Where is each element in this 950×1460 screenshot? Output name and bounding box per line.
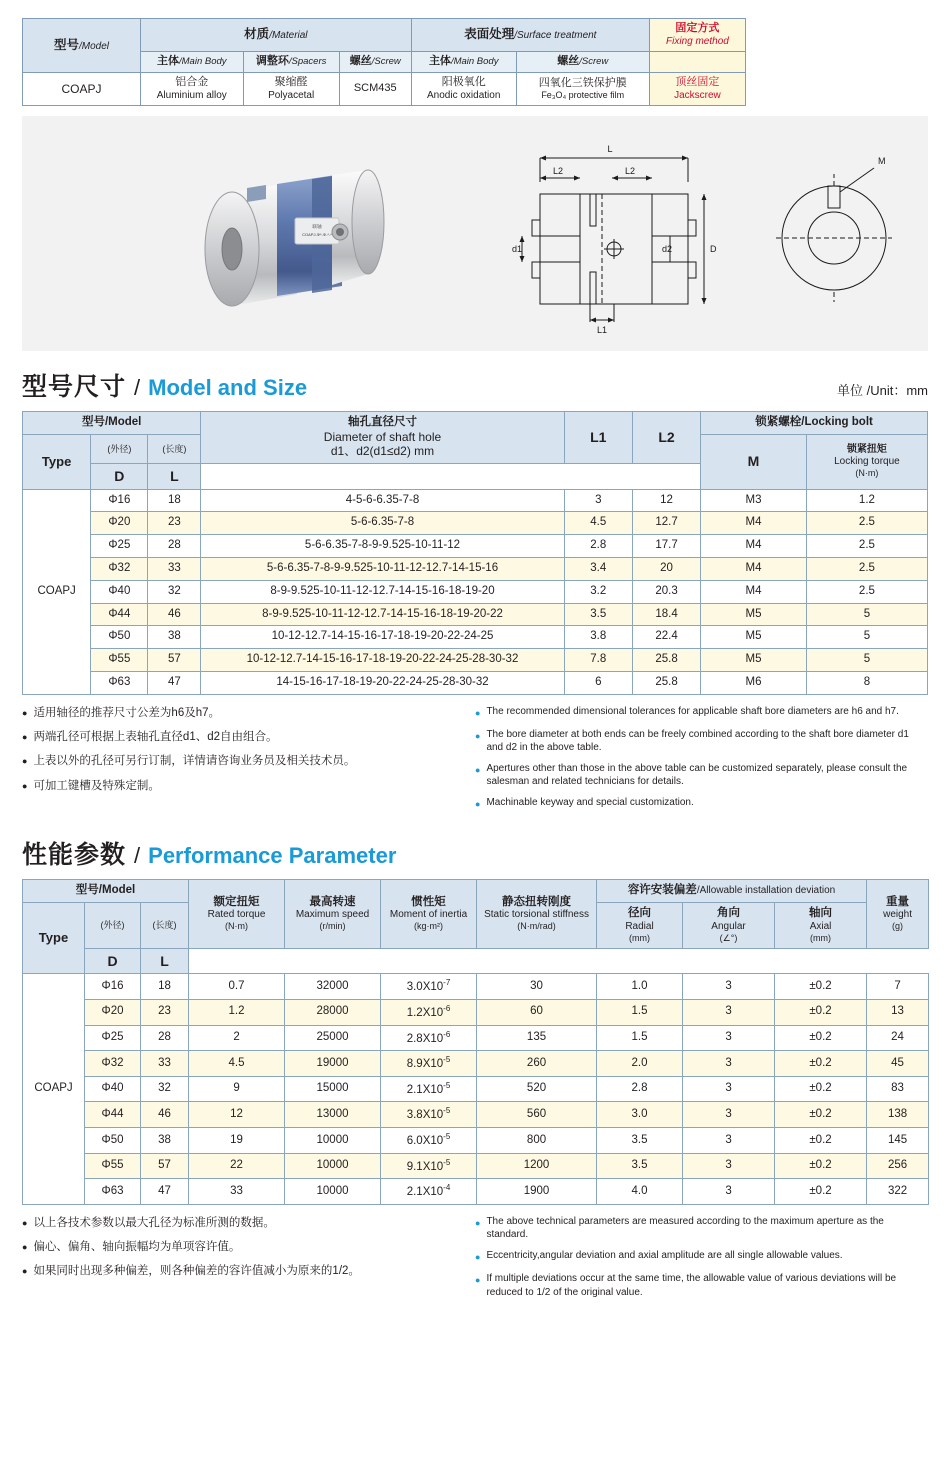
- perf-l-header: L: [141, 948, 189, 974]
- size-L1-value: 3.8: [564, 626, 632, 649]
- perf-angular-header: 角向 Angular (∠°): [683, 902, 775, 948]
- size-L1-value: 3.4: [564, 558, 632, 581]
- perf-axial-value: ±0.2: [775, 1153, 867, 1179]
- perf-d-value: Φ44: [85, 1102, 141, 1128]
- notes-section-1: [22, 705, 928, 819]
- perf-weight-value: 13: [867, 999, 929, 1025]
- perf-d-value: Φ50: [85, 1128, 141, 1154]
- perf-stiffness-value: 1900: [477, 1179, 597, 1205]
- perf-l-value: 38: [141, 1128, 189, 1154]
- perf-speed-header: 最高转速 Maximum speed (r/min): [285, 880, 381, 948]
- perf-radial-value: 1.5: [597, 999, 683, 1025]
- table-row: [23, 535, 928, 558]
- table-row: [23, 1128, 929, 1154]
- size-l-value: 38: [148, 626, 201, 649]
- size-M-value: M5: [701, 603, 807, 626]
- label-D: D: [710, 244, 717, 255]
- spec-surface-screw-subheader: 螺丝/Screw: [516, 52, 649, 73]
- size-bore-value: 10-12-12.7-14-15-16-17-18-19-20-22-24-25-28-30-32: [201, 649, 564, 672]
- perf-inertia-header: 惯性矩 Moment of inertia (kg·m²): [381, 880, 477, 948]
- spec-mainbody-value: 铝合金 Aluminium alloy: [140, 73, 243, 106]
- perf-rated-value: 9: [189, 1076, 285, 1102]
- perf-axial-value: ±0.2: [775, 1179, 867, 1205]
- size-M-value: M4: [701, 558, 807, 581]
- spec-material-header: 材质/Material: [140, 19, 411, 52]
- note-item: ● Eccentricity,angular deviation and axial amplitude are all single allowable values.: [475, 1249, 914, 1265]
- perf-inertia-value: $6.0X10^{-5}$: [381, 1128, 477, 1154]
- size-d-value: Φ20: [91, 512, 148, 535]
- perf-l-value: 33: [141, 1051, 189, 1077]
- perf-angular-value: 3: [683, 999, 775, 1025]
- size-L2-value: 25.8: [632, 672, 700, 695]
- note-item: ● 适用轴径的推荐尺寸公差为h6及h7。: [22, 705, 461, 722]
- section-title-performance: [22, 835, 928, 871]
- table-row: [23, 1153, 929, 1179]
- perf-rated-value: 1.2: [189, 999, 285, 1025]
- perf-inertia-value: $1.2X10^{-6}$: [381, 999, 477, 1025]
- size-L2-value: 12.7: [632, 512, 700, 535]
- perf-model-header: 型号/Model: [23, 880, 189, 903]
- size-L1-header: L1: [564, 412, 632, 464]
- perf-type-header: Type: [23, 902, 85, 973]
- perf-angular-value: 3: [683, 1051, 775, 1077]
- perf-inertia-value: $3.0X10^{-7}$: [381, 974, 477, 1000]
- note-item: ● Apertures other than those in the above table can be customized separately, please consult the salesman and related technicians for details.: [475, 762, 908, 788]
- table-row: [23, 1179, 929, 1205]
- size-L2-value: 20.3: [632, 580, 700, 603]
- spec-spacers-subheader: 调整环/Spacers: [243, 52, 339, 73]
- perf-weight-value: 7: [867, 974, 929, 1000]
- notes2-cn-column: [22, 1215, 475, 1306]
- size-d-value: Φ63: [91, 672, 148, 695]
- bullet-icon: ●: [22, 732, 28, 743]
- section2-title-cn: 性能参数: [22, 841, 127, 870]
- perf-l-value: 18: [141, 974, 189, 1000]
- size-M-value: M5: [701, 626, 807, 649]
- perf-angular-value: 3: [683, 1102, 775, 1128]
- size-l-sub: (长度): [148, 435, 201, 464]
- perf-d-value: Φ32: [85, 1051, 141, 1077]
- size-d-value: Φ44: [91, 603, 148, 626]
- svg-text:联轴: 联轴: [312, 224, 322, 230]
- perf-radial-value: 2.0: [597, 1051, 683, 1077]
- perf-weight-header: 重量 weight (g): [867, 880, 929, 948]
- size-L2-value: 12: [632, 489, 700, 512]
- perf-d-value: Φ55: [85, 1153, 141, 1179]
- size-torque-header: 锁紧扭矩 Locking torque (N·m): [806, 435, 927, 490]
- perf-l-sub: (长度): [141, 902, 189, 948]
- size-bore-value: 5-6-6.35-7-8-9-9.525-10-11-12: [201, 535, 564, 558]
- perf-speed-value: 28000: [285, 999, 381, 1025]
- size-bore-value: 4-5-6-6.35-7-8: [201, 489, 564, 512]
- perf-angular-value: 3: [683, 974, 775, 1000]
- size-torque-value: 5: [806, 649, 927, 672]
- section-title-model-size: [22, 367, 928, 403]
- size-d-value: Φ16: [91, 489, 148, 512]
- spec-surface-main-subheader: 主体/Main Body: [411, 52, 516, 73]
- perf-deviation-header: 容许安装偏差/Allowable installation deviation: [597, 880, 867, 903]
- size-d-header: D: [91, 463, 148, 489]
- perf-inertia-value: $2.1X10^{-4}$: [381, 1179, 477, 1205]
- label-M: M: [878, 156, 886, 167]
- section2-slash: /: [134, 843, 141, 869]
- perf-angular-value: 3: [683, 1025, 775, 1051]
- size-bore-value: 14-15-16-17-18-19-20-22-24-25-28-30-32: [201, 672, 564, 695]
- table-row: [23, 580, 928, 603]
- spec-surface-main-value: 阳极氧化 Anodic oxidation: [411, 73, 516, 106]
- perf-inertia-value: $8.9X10^{-5}$: [381, 1051, 477, 1077]
- size-bolt-header: 锁紧螺栓/Locking bolt: [701, 412, 928, 435]
- size-torque-value: 5: [806, 626, 927, 649]
- size-d-value: Φ55: [91, 649, 148, 672]
- spec-mainbody-subheader: 主体/Main Body: [140, 52, 243, 73]
- perf-radial-value: 3.5: [597, 1153, 683, 1179]
- label-d2: d2: [662, 244, 673, 255]
- perf-stiffness-value: 1200: [477, 1153, 597, 1179]
- table-row: [23, 999, 929, 1025]
- note-item: ● 两端孔径可根据上表轴孔直径d1、d2自由组合。: [22, 729, 461, 746]
- perf-stiffness-value: 800: [477, 1128, 597, 1154]
- perf-axial-value: ±0.2: [775, 999, 867, 1025]
- perf-radial-value: 1.0: [597, 974, 683, 1000]
- spec-screw-subheader: 螺丝/Screw: [339, 52, 411, 73]
- perf-speed-value: 13000: [285, 1102, 381, 1128]
- size-M-value: M6: [701, 672, 807, 695]
- label-L2-right: L2: [624, 166, 636, 177]
- bullet-icon: ●: [475, 707, 481, 718]
- perf-rated-value: 0.7: [189, 974, 285, 1000]
- spec-model-value: COAPJ: [23, 73, 141, 106]
- size-model-header: 型号/Model: [23, 412, 201, 435]
- perf-axial-value: ±0.2: [775, 1102, 867, 1128]
- perf-l-value: 57: [141, 1153, 189, 1179]
- perf-d-value: Φ16: [85, 974, 141, 1000]
- performance-table: [22, 879, 929, 1205]
- perf-d-sub: (外径): [85, 902, 141, 948]
- coupling-photo: [192, 144, 402, 329]
- section-drawing: [502, 134, 742, 334]
- bullet-icon: ●: [22, 780, 28, 791]
- perf-axial-value: ±0.2: [775, 1128, 867, 1154]
- perf-rated-value: 12: [189, 1102, 285, 1128]
- notes-cn-column: [22, 705, 475, 819]
- size-l-value: 18: [148, 489, 201, 512]
- perf-speed-value: 15000: [285, 1076, 381, 1102]
- material-spec-table: [22, 18, 746, 106]
- size-torque-value: 2.5: [806, 512, 927, 535]
- end-view-drawing: [762, 146, 922, 306]
- table-row: [23, 1076, 929, 1102]
- table-row: [23, 1102, 929, 1128]
- size-l-value: 46: [148, 603, 201, 626]
- perf-d-value: Φ25: [85, 1025, 141, 1051]
- section2-title-en: Performance Parameter: [148, 843, 397, 869]
- perf-angular-value: 3: [683, 1076, 775, 1102]
- spec-fixing-header: 固定方式 Fixing method: [649, 19, 745, 52]
- table-row: [23, 512, 928, 535]
- size-type-header: Type: [23, 435, 91, 490]
- perf-l-value: 32: [141, 1076, 189, 1102]
- table-row: [23, 1025, 929, 1051]
- size-bore-value: 8-9-9.525-10-11-12-12.7-14-15-16-18-19-20-22: [201, 603, 564, 626]
- table-row: [23, 974, 929, 1000]
- perf-angular-value: 3: [683, 1179, 775, 1205]
- size-M-value: M5: [701, 649, 807, 672]
- label-L2-left: L2: [552, 166, 564, 177]
- perf-radial-value: 3.5: [597, 1128, 683, 1154]
- size-d-sub: (外径): [91, 435, 148, 464]
- spec-screw-value: SCM435: [339, 73, 411, 106]
- perf-speed-value: 10000: [285, 1128, 381, 1154]
- size-L1-value: 2.8: [564, 535, 632, 558]
- perf-radial-value: 4.0: [597, 1179, 683, 1205]
- size-M-header: M: [701, 435, 807, 490]
- size-bore-value: 8-9-9.525-10-11-12-12.7-14-15-16-18-19-20: [201, 580, 564, 603]
- perf-radial-value: 3.0: [597, 1102, 683, 1128]
- spec-spacers-value: 聚缩醛 Polyacetal: [243, 73, 339, 106]
- bullet-icon: ●: [475, 1217, 481, 1228]
- size-torque-value: 2.5: [806, 558, 927, 581]
- model-size-table: [22, 411, 928, 695]
- size-L2-header: L2: [632, 412, 700, 464]
- spec-surface-header: 表面处理/Surface treatment: [411, 19, 649, 52]
- perf-speed-value: 25000: [285, 1025, 381, 1051]
- size-l-value: 23: [148, 512, 201, 535]
- size-l-value: 57: [148, 649, 201, 672]
- notes2-en-column: [475, 1215, 928, 1306]
- perf-axial-value: ±0.2: [775, 1051, 867, 1077]
- product-illustration-panel: [22, 116, 928, 351]
- size-header-row-1: [23, 412, 928, 435]
- perf-angular-value: 3: [683, 1128, 775, 1154]
- perf-l-value: 47: [141, 1179, 189, 1205]
- size-L1-value: 3.5: [564, 603, 632, 626]
- spec-table-section: [22, 0, 928, 106]
- bullet-icon: ●: [22, 1242, 28, 1253]
- size-bore-value: 5-6-6.35-7-8: [201, 512, 564, 535]
- perf-speed-value: 19000: [285, 1051, 381, 1077]
- size-d-value: Φ25: [91, 535, 148, 558]
- perf-rated-header: 额定扭矩 Rated torque (N·m): [189, 880, 285, 948]
- size-L2-value: 18.4: [632, 603, 700, 626]
- perf-inertia-value: $2.8X10^{-6}$: [381, 1025, 477, 1051]
- label-d1: d1: [512, 244, 523, 255]
- note-item: ● If multiple deviations occur at the same time, the allowable value of various deviations will be reduced to 1/2 of the original value.: [475, 1273, 897, 1298]
- note-item: ● 上表以外的孔径可另行订制，详情请咨询业务员及相关技术员。: [22, 753, 461, 770]
- size-L1-value: 3: [564, 489, 632, 512]
- notes-section-2: [22, 1215, 928, 1306]
- perf-angular-value: 3: [683, 1153, 775, 1179]
- perf-l-value: 46: [141, 1102, 189, 1128]
- size-M-value: M4: [701, 512, 807, 535]
- spec-fixing-subheader: [649, 52, 745, 73]
- size-d-value: Φ50: [91, 626, 148, 649]
- size-torque-value: 2.5: [806, 580, 927, 603]
- perf-d-header: D: [85, 948, 141, 974]
- note-item: ● The recommended dimensional tolerances for applicable shaft bore diameters are h6 and h7.: [475, 705, 914, 721]
- perf-d-value: Φ63: [85, 1179, 141, 1205]
- size-L1-value: 6: [564, 672, 632, 695]
- perf-type-value: COAPJ: [23, 974, 85, 1205]
- perf-radial-value: 2.8: [597, 1076, 683, 1102]
- label-L: L: [607, 144, 613, 155]
- bullet-icon: ●: [22, 1217, 28, 1228]
- size-type-value: COAPJ: [23, 489, 91, 694]
- size-d-value: Φ40: [91, 580, 148, 603]
- perf-inertia-value: $2.1X10^{-5}$: [381, 1076, 477, 1102]
- perf-weight-value: 138: [867, 1102, 929, 1128]
- size-torque-value: 1.2: [806, 489, 927, 512]
- table-row: [23, 489, 928, 512]
- perf-weight-value: 256: [867, 1153, 929, 1179]
- perf-weight-value: 83: [867, 1076, 929, 1102]
- perf-weight-value: 24: [867, 1025, 929, 1051]
- size-L2-value: 20: [632, 558, 700, 581]
- spec-data-row: [23, 73, 746, 106]
- spec-header-row: [23, 19, 746, 52]
- size-l-header: L: [148, 463, 201, 489]
- perf-rated-value: 4.5: [189, 1051, 285, 1077]
- size-d-value: Φ32: [91, 558, 148, 581]
- bullet-icon: ●: [22, 707, 28, 718]
- notes-en-column: [475, 705, 928, 819]
- perf-rated-value: 22: [189, 1153, 285, 1179]
- perf-d-value: Φ40: [85, 1076, 141, 1102]
- section1-title-cn: 型号尺寸: [22, 373, 127, 402]
- size-L1-value: 3.2: [564, 580, 632, 603]
- perf-axial-value: ±0.2: [775, 974, 867, 1000]
- bullet-icon: ●: [475, 764, 481, 775]
- bullet-icon: ●: [475, 1251, 481, 1262]
- svg-text:COAPJ-Φ*-Φ-*-*: COAPJ-Φ*-Φ-*-*: [302, 232, 332, 238]
- perf-header-row-3: [23, 948, 929, 974]
- perf-radial-value: 1.5: [597, 1025, 683, 1051]
- table-row: [23, 558, 928, 581]
- unit-note: 单位 /Unit：mm: [836, 383, 928, 399]
- perf-stiffness-value: 135: [477, 1025, 597, 1051]
- perf-speed-value: 32000: [285, 974, 381, 1000]
- perf-rated-value: 33: [189, 1179, 285, 1205]
- perf-d-value: Φ20: [85, 999, 141, 1025]
- perf-rated-value: 2: [189, 1025, 285, 1051]
- size-bore-value: 10-12-12.7-14-15-16-17-18-19-20-22-24-25: [201, 626, 564, 649]
- perf-axial-header: 轴向 Axial (mm): [775, 902, 867, 948]
- note-item: ● 偏心、偏角、轴向振幅均为单项容许值。: [22, 1239, 461, 1256]
- note-item: ● 可加工键槽及特殊定制。: [22, 778, 461, 795]
- perf-axial-value: ±0.2: [775, 1076, 867, 1102]
- perf-stiffness-value: 60: [477, 999, 597, 1025]
- size-torque-value: 2.5: [806, 535, 927, 558]
- size-l-value: 47: [148, 672, 201, 695]
- perf-radial-header: 径向 Radial (mm): [597, 902, 683, 948]
- size-L1-value: 7.8: [564, 649, 632, 672]
- note-item: ● Machinable keyway and special customization.: [475, 796, 914, 812]
- table-row: [23, 603, 928, 626]
- perf-stiffness-value: 560: [477, 1102, 597, 1128]
- spec-surface-screw-value: 四氧化三铁保护膜 Fe₃O₄ protective film: [516, 73, 649, 106]
- perf-inertia-value: $3.8X10^{-5}$: [381, 1102, 477, 1128]
- perf-l-value: 28: [141, 1025, 189, 1051]
- perf-weight-value: 145: [867, 1128, 929, 1154]
- table-row: [23, 626, 928, 649]
- perf-header-row-1: [23, 880, 929, 903]
- size-L1-value: 4.5: [564, 512, 632, 535]
- section1-title-en: Model and Size: [148, 375, 308, 401]
- perf-rated-value: 19: [189, 1128, 285, 1154]
- size-M-value: M4: [701, 535, 807, 558]
- perf-axial-value: ±0.2: [775, 1025, 867, 1051]
- section1-slash: /: [134, 375, 141, 401]
- perf-stiffness-header: 静态扭转刚度 Static torsional stiffness (N·m/rad): [477, 880, 597, 948]
- table-row: [23, 672, 928, 695]
- table-row: [23, 1051, 929, 1077]
- perf-speed-value: 10000: [285, 1153, 381, 1179]
- label-L1: L1: [596, 325, 608, 335]
- perf-l-value: 23: [141, 999, 189, 1025]
- perf-weight-value: 45: [867, 1051, 929, 1077]
- perf-speed-value: 10000: [285, 1179, 381, 1205]
- size-bore-value: 5-6-6.35-7-8-9-9.525-10-11-12-12.7-14-15-16: [201, 558, 564, 581]
- spec-fixing-value: 顶丝固定 Jackscrew: [649, 73, 745, 106]
- note-item: ● The above technical parameters are measured according to the maximum aperture as the standard.: [475, 1215, 884, 1241]
- size-M-value: M3: [701, 489, 807, 512]
- size-L2-value: 17.7: [632, 535, 700, 558]
- note-item: ● 如果同时出现多种偏差，则各种偏差的容许值减小为原来的1/2。: [22, 1263, 461, 1280]
- size-torque-value: 5: [806, 603, 927, 626]
- bullet-icon: ●: [22, 1266, 28, 1277]
- size-bore-header: 轴孔直径尺寸 Diameter of shaft hole d1、d2(d1≤d2) mm: [201, 412, 564, 464]
- size-l-value: 32: [148, 580, 201, 603]
- size-torque-value: 8: [806, 672, 927, 695]
- size-l-value: 33: [148, 558, 201, 581]
- note-item: ● 以上各技术参数以最大孔径为标准所测的数据。: [22, 1215, 461, 1232]
- table-row: [23, 649, 928, 672]
- size-M-value: M4: [701, 580, 807, 603]
- bullet-icon: ●: [22, 756, 28, 767]
- size-l-value: 28: [148, 535, 201, 558]
- perf-weight-value: 322: [867, 1179, 929, 1205]
- perf-inertia-value: $9.1X10^{-5}$: [381, 1153, 477, 1179]
- perf-stiffness-value: 30: [477, 974, 597, 1000]
- perf-stiffness-value: 520: [477, 1076, 597, 1102]
- bullet-icon: ●: [475, 1275, 481, 1286]
- size-L2-value: 22.4: [632, 626, 700, 649]
- bullet-icon: ●: [475, 730, 481, 741]
- perf-stiffness-value: 260: [477, 1051, 597, 1077]
- note-item: ● The bore diameter at both ends can be freely combined according to the shaft bore diameter d1 and d2 in the above table.: [475, 728, 909, 754]
- spec-model-header: 型号/Model: [23, 19, 141, 73]
- bullet-icon: ●: [475, 798, 481, 809]
- size-L2-value: 25.8: [632, 649, 700, 672]
